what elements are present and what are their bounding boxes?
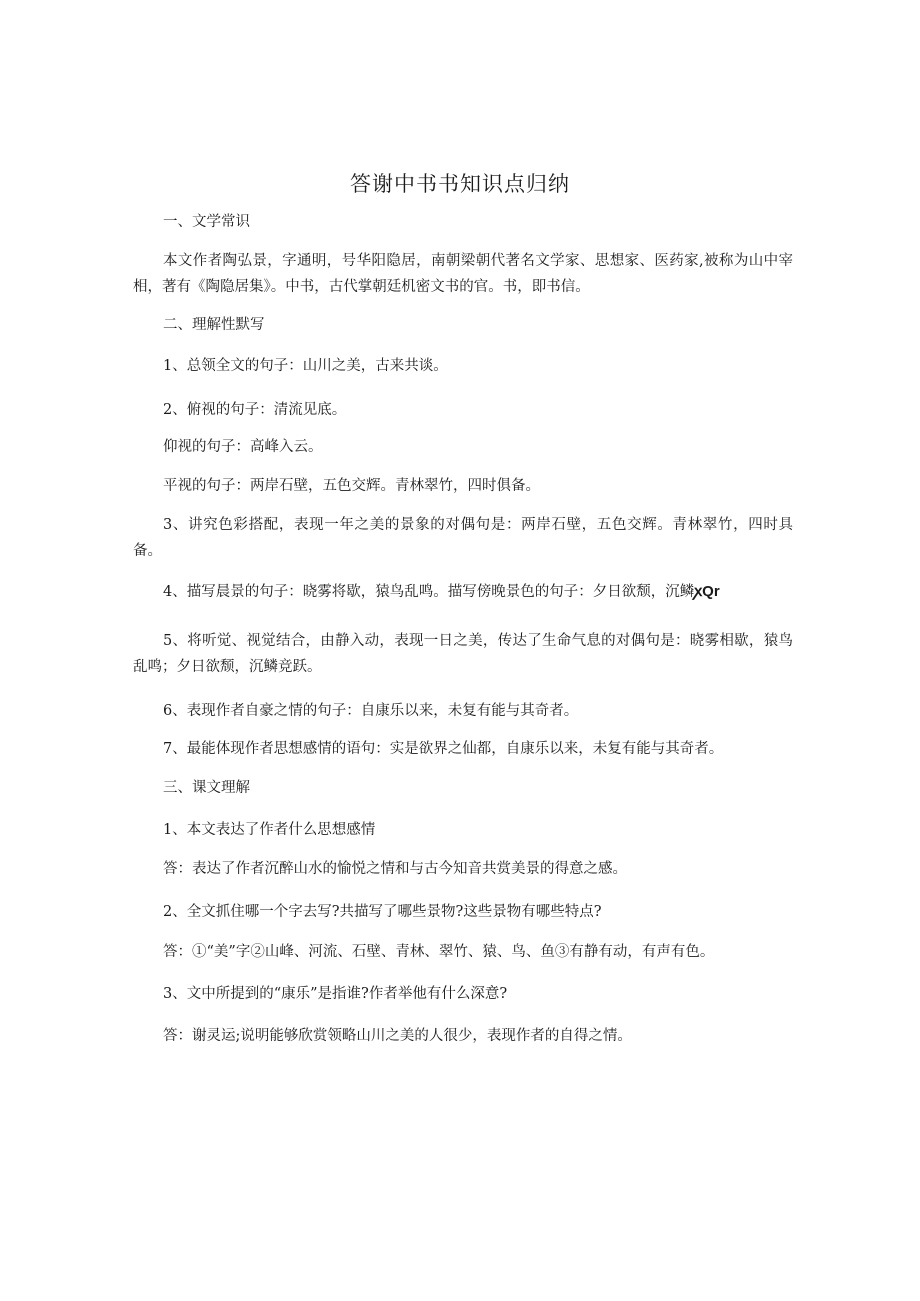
section-heading-understanding: 三、课文理解 — [163, 780, 250, 796]
answer-1: 答：表达了作者沉醉山水的愉悦之情和与古今知音共赏美景的得意之感。 — [163, 861, 627, 877]
section-heading-dictation: 二、理解性默写 — [163, 317, 265, 333]
dictation-item-2c: 平视的句子：两岸石壁，五色交辉。青林翠竹，四时俱备。 — [163, 478, 540, 494]
question-3: 3、文中所提到的“康乐”是指谁?作者举他有什么深意? — [163, 986, 508, 1002]
section-heading-literature: 一、文学常识 — [163, 214, 250, 230]
question-1: 1、本文表达了作者什么思想感情 — [163, 822, 376, 838]
dictation-item-5: 5、将听觉、视觉结合，由静入动，表现一日之美，传达了生命气息的对偶句是：晓雾相歇，猿鸟乱鸣；夕日欲颓，沉鳞竞跃。 — [133, 633, 793, 675]
dictation-item-7: 7、最能体现作者思想感情的语句：实是欲界之仙都，自康乐以来，未复有能与其奇者。 — [163, 741, 724, 757]
dictation-item-2a: 2、俯视的句子：清流见底。 — [163, 402, 347, 418]
dictation-item-4 — [163, 579, 793, 605]
dictation-item-4-text: 4、描写晨景的句子：晓雾将歇，猿鸟乱鸣。描写傍晚景色的句子：夕日欲颓，沉鳞 — [163, 584, 695, 600]
dictation-item-1: 1、总领全文的句子：山川之美，古来共谈。 — [163, 358, 448, 374]
dictation-item-3: 3、讲究色彩搭配，表现一年之美的景象的对偶句是：两岸石壁，五色交辉。青林翠竹，四时具备。 — [133, 517, 793, 559]
answer-3: 答：谢灵运;说明能够欣赏领略山川之美的人很少，表现作者的自得之情。 — [163, 1028, 632, 1044]
question-2: 2、全文抓住哪一个字去写?共描写了哪些景物?这些景物有哪些特点? — [163, 904, 602, 920]
dictation-item-6: 6、表现作者自豪之情的句子：自康乐以来，未复有能与其奇者。 — [163, 703, 579, 719]
document-title: 答谢中书书知识点归纳 — [350, 172, 570, 196]
answer-2: 答：①“美”字②山峰、河流、石壁、青林、翠竹、猿、鸟、鱼③有静有动，有声有色。 — [163, 944, 715, 960]
dictation-item-4-garbled: ꭗQr — [694, 583, 720, 600]
literature-paragraph: 本文作者陶弘景，字通明，号华阳隐居，南朝梁朝代著名文学家、思想家、医药家,被称为山中宰相，著有《陶隐居集》。中书，古代掌朝廷机密文书的官。书，即书信。 — [133, 253, 793, 295]
dictation-item-2b: 仰视的句子：高峰入云。 — [163, 439, 323, 455]
